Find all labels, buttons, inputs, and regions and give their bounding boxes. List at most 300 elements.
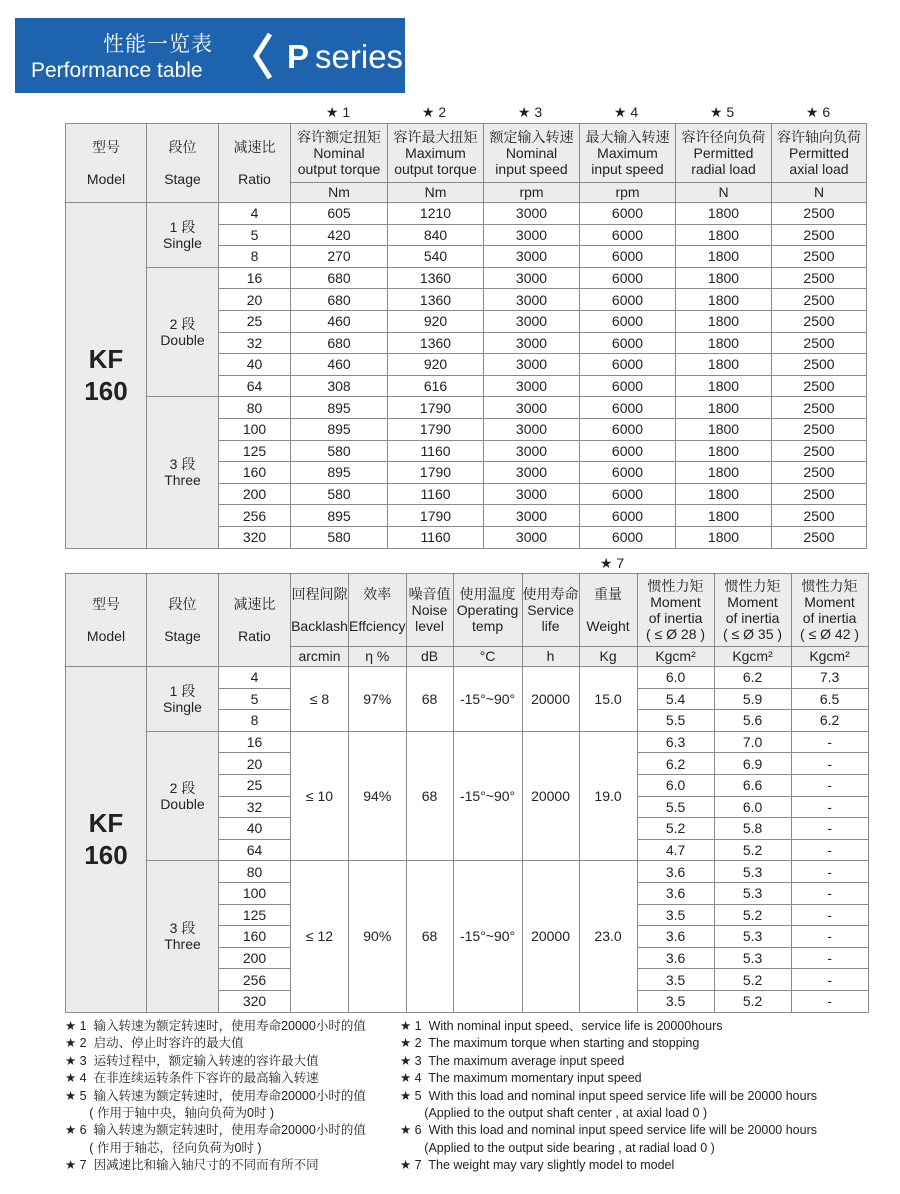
group-weight-cell: 19.0	[579, 731, 637, 861]
cell-text: 2 段	[169, 780, 196, 797]
header-col	[676, 124, 772, 183]
value-cell: 3000	[484, 483, 580, 505]
inertia-cell: 6.2	[637, 753, 714, 775]
unit-cell: η %	[349, 646, 407, 666]
note-line: (Applied to the output shaft center , at axial load 0 )	[400, 1106, 708, 1121]
inertia-cell: 4.7	[637, 839, 714, 861]
ratio-cell: 16	[219, 731, 291, 753]
ratio-cell: 256	[219, 505, 291, 527]
cell-text: ( ≤ Ø 28 )	[646, 625, 706, 642]
value-cell: 6000	[580, 289, 676, 311]
value-cell: 2500	[772, 246, 867, 268]
note-line: ★ 7 因减速比和输入轴尺寸的不同而有所不同	[65, 1158, 319, 1173]
value-cell: 920	[388, 310, 484, 332]
header-col	[484, 124, 580, 183]
value-cell: 1800	[676, 440, 772, 462]
star-marker: ★ 4	[613, 104, 639, 120]
group-temp-cell: -15°~90°	[453, 861, 522, 1012]
value-cell: 540	[388, 246, 484, 268]
cell-text: Moment	[650, 593, 701, 610]
header-col	[580, 124, 676, 183]
value-cell: 6000	[580, 483, 676, 505]
unit-cell: rpm	[580, 182, 676, 202]
value-cell: 6000	[580, 224, 676, 246]
note-line: ★ 3 The maximum average input speed	[400, 1053, 625, 1068]
inertia-cell: 6.0	[714, 796, 791, 818]
cell-text: 回程间隙	[291, 585, 348, 602]
header-weight	[579, 574, 637, 647]
inertia-cell: 6.0	[637, 774, 714, 796]
value-cell: 1800	[676, 267, 772, 289]
cell-text: Maximum	[597, 144, 658, 161]
header-life	[522, 574, 579, 647]
value-cell: 1800	[676, 332, 772, 354]
note-line: (Applied to the output side bearing , at radial load 0 )	[400, 1140, 715, 1155]
cell-text: input speed	[591, 160, 664, 177]
cell-text: Three	[164, 472, 201, 489]
inertia-cell: -	[791, 861, 868, 883]
cell-text: output torque	[297, 160, 381, 177]
star-marker: ★ 3	[517, 104, 543, 120]
value-cell: 1800	[676, 310, 772, 332]
inertia-cell: 5.8	[714, 818, 791, 840]
cell-text: 惯性力矩	[801, 577, 858, 594]
value-cell: 3000	[484, 310, 580, 332]
value-cell: 3000	[484, 440, 580, 462]
ratio-cell: 40	[219, 354, 291, 376]
header-model	[66, 124, 147, 203]
stage-cell	[147, 861, 219, 1012]
value-cell: 2500	[772, 418, 867, 440]
header-stage	[147, 124, 219, 203]
stage-cell	[147, 667, 219, 732]
value-cell: 1800	[676, 505, 772, 527]
unit-cell: arcmin	[291, 646, 349, 666]
cell-text: Backlash	[291, 617, 348, 634]
inertia-cell: -	[791, 882, 868, 904]
ratio-cell: 25	[219, 774, 291, 796]
inertia-cell: 6.5	[791, 688, 868, 710]
value-cell: 680	[291, 289, 388, 311]
stage-cell	[147, 397, 219, 548]
table-row	[66, 861, 869, 883]
value-cell: 680	[291, 332, 388, 354]
value-cell: 3000	[484, 246, 580, 268]
cell-text: of inertia	[648, 609, 703, 626]
cell-text: Operating	[456, 601, 519, 618]
value-cell: 1160	[388, 483, 484, 505]
stage-cell	[147, 203, 219, 268]
value-cell: 2500	[772, 354, 867, 376]
value-cell: 1160	[388, 526, 484, 548]
header-col	[772, 124, 867, 183]
ratio-cell: 32	[219, 796, 291, 818]
header-en: Model	[86, 628, 126, 644]
ratio-cell: 40	[219, 818, 291, 840]
value-cell: 6000	[580, 440, 676, 462]
cell-text: output torque	[394, 160, 477, 177]
inertia-cell: 5.9	[714, 688, 791, 710]
value-cell: 895	[291, 505, 388, 527]
value-cell: 6000	[580, 397, 676, 419]
header-ratio	[219, 574, 291, 667]
value-cell: 1210	[388, 203, 484, 225]
note-line: ★ 7 The weight may vary slightly model to model	[400, 1158, 675, 1173]
value-cell: 6000	[580, 246, 676, 268]
value-cell: 2500	[772, 397, 867, 419]
cell-text: 容许径向负荷	[681, 128, 766, 145]
value-cell: 6000	[580, 310, 676, 332]
cell-text: axial load	[789, 160, 849, 177]
inertia-cell: 5.3	[714, 882, 791, 904]
unit-cell: Nm	[388, 182, 484, 202]
value-cell: 580	[291, 483, 388, 505]
value-cell: 1800	[676, 418, 772, 440]
star-marker: ★ 2	[421, 104, 447, 120]
ratio-cell: 64	[219, 375, 291, 397]
value-cell: 2500	[772, 224, 867, 246]
value-cell: 895	[291, 397, 388, 419]
value-cell: 1800	[676, 203, 772, 225]
inertia-cell: 5.6	[714, 710, 791, 732]
unit-cell: Nm	[291, 182, 388, 202]
inertia-cell: 6.6	[714, 774, 791, 796]
inertia-cell: 3.6	[637, 882, 714, 904]
value-cell: 2500	[772, 289, 867, 311]
value-cell: 616	[388, 375, 484, 397]
value-cell: 1800	[676, 462, 772, 484]
inertia-cell: 5.2	[714, 969, 791, 991]
unit-cell: Kgcm²	[637, 646, 714, 666]
group-weight-cell: 15.0	[579, 667, 637, 732]
note-line: ★ 1 输入转速为额定转速时，使用寿命20000小时的值	[65, 1019, 366, 1033]
note-line: ★ 2 启动、停止时容许的最大值	[65, 1036, 244, 1051]
value-cell: 3000	[484, 462, 580, 484]
group-noise-cell: 68	[406, 731, 453, 861]
cell-text: KF	[88, 808, 124, 839]
value-cell: 580	[291, 526, 388, 548]
value-cell: 1800	[676, 224, 772, 246]
group-life-cell: 20000	[522, 861, 579, 1012]
table-row	[66, 667, 869, 689]
note-line: ★ 3 运转过程中，额定输入转速的容许最大值	[65, 1053, 319, 1068]
group-backlash-cell: ≤ 10	[291, 731, 349, 861]
ratio-cell: 125	[219, 904, 291, 926]
model-cell	[66, 203, 147, 549]
inertia-cell: 5.4	[637, 688, 714, 710]
value-cell: 2500	[772, 462, 867, 484]
cell-text: Three	[164, 936, 201, 953]
value-cell: 6000	[580, 462, 676, 484]
header-cn: 型号	[92, 596, 120, 612]
note-line: ★ 6 With this load and nominal input speed service life will be 20000 hours	[400, 1123, 817, 1138]
chevron-left-icon	[252, 32, 274, 80]
ratio-cell: 80	[219, 861, 291, 883]
stage-cell	[147, 731, 219, 861]
group-eff-cell: 90%	[349, 861, 407, 1012]
header-row	[66, 124, 867, 183]
inertia-cell: 6.2	[714, 667, 791, 689]
performance-table-1	[65, 123, 867, 549]
series-label: P series	[287, 38, 404, 75]
inertia-cell: -	[791, 947, 868, 969]
header-noise	[406, 574, 453, 647]
cell-text: 使用温度	[459, 585, 516, 602]
header-en: Ratio	[238, 171, 271, 187]
group-weight-cell: 23.0	[579, 861, 637, 1012]
header-stage	[147, 574, 219, 667]
value-cell: 1790	[388, 505, 484, 527]
inertia-cell: 5.3	[714, 861, 791, 883]
value-cell: 3000	[484, 332, 580, 354]
note-line: ★ 4 The maximum momentary input speed	[400, 1071, 642, 1086]
header-backlash	[291, 574, 349, 647]
cell-text: 3 段	[169, 920, 196, 937]
cell-text: Moment	[727, 593, 778, 610]
value-cell: 1800	[676, 483, 772, 505]
ratio-cell: 100	[219, 418, 291, 440]
cell-text: Single	[163, 698, 202, 715]
note-line: ★ 2 The maximum torque when starting and stopping	[400, 1036, 700, 1051]
header-cn: 型号	[92, 139, 120, 155]
ratio-cell: 160	[219, 926, 291, 948]
cell-text: ( ≤ Ø 42 )	[800, 625, 860, 642]
inertia-cell: -	[791, 774, 868, 796]
value-cell: 2500	[772, 440, 867, 462]
inertia-cell: -	[791, 818, 868, 840]
value-cell: 895	[291, 418, 388, 440]
ratio-cell: 25	[219, 310, 291, 332]
cell-text: of inertia	[725, 609, 780, 626]
inertia-cell: 6.9	[714, 753, 791, 775]
inertia-cell: 7.3	[791, 667, 868, 689]
cell-text: radial load	[691, 160, 756, 177]
cell-text: Weight	[586, 617, 630, 634]
title-en: Performance table	[31, 59, 203, 82]
inertia-cell: 3.5	[637, 990, 714, 1012]
ratio-cell: 20	[219, 753, 291, 775]
inertia-cell: -	[791, 839, 868, 861]
ratio-cell: 16	[219, 267, 291, 289]
value-cell: 1800	[676, 289, 772, 311]
value-cell: 3000	[484, 289, 580, 311]
cell-text: Nominal	[313, 144, 365, 161]
value-cell: 2500	[772, 526, 867, 548]
star-marker: ★ 6	[805, 104, 831, 120]
inertia-cell: -	[791, 969, 868, 991]
value-cell: 2500	[772, 505, 867, 527]
header-ratio	[219, 124, 291, 203]
value-cell: 580	[291, 440, 388, 462]
value-cell: 460	[291, 310, 388, 332]
value-cell: 1160	[388, 440, 484, 462]
value-cell: 1360	[388, 267, 484, 289]
value-cell: 920	[388, 354, 484, 376]
header-col	[291, 124, 388, 183]
header-model	[66, 574, 147, 667]
inertia-cell: 5.2	[637, 818, 714, 840]
value-cell: 3000	[484, 267, 580, 289]
notes-cn	[65, 1018, 366, 1175]
value-cell: 460	[291, 354, 388, 376]
note-line: ( 作用于轴中央，轴向负荷为0时 )	[65, 1106, 275, 1121]
note-line: ★ 4 在非连续运转条件下容许的最高输入转速	[65, 1071, 319, 1086]
cell-text: 额定输入转速	[489, 128, 574, 145]
value-cell: 2500	[772, 483, 867, 505]
group-temp-cell: -15°~90°	[453, 731, 522, 861]
unit-cell: Kgcm²	[791, 646, 868, 666]
group-temp-cell: -15°~90°	[453, 667, 522, 732]
cell-text: of inertia	[802, 609, 857, 626]
ratio-cell: 200	[219, 483, 291, 505]
value-cell: 3000	[484, 397, 580, 419]
cell-text: 噪音值	[408, 585, 451, 602]
note-line: ★ 6 输入转速为额定转速时，使用寿命20000小时的值	[65, 1123, 366, 1138]
value-cell: 420	[291, 224, 388, 246]
value-cell: 6000	[580, 354, 676, 376]
cell-text: 惯性力矩	[647, 577, 704, 594]
value-cell: 3000	[484, 354, 580, 376]
note-line: ( 作用于轴芯，径向负荷为0时 )	[65, 1140, 262, 1155]
star-marker: ★ 5	[709, 104, 735, 120]
value-cell: 2500	[772, 267, 867, 289]
cell-text: Maximum	[405, 144, 466, 161]
value-cell: 605	[291, 203, 388, 225]
group-noise-cell: 68	[406, 667, 453, 732]
group-life-cell: 20000	[522, 731, 579, 861]
value-cell: 6000	[580, 332, 676, 354]
header-cn: 减速比	[233, 139, 276, 155]
ratio-cell: 64	[219, 839, 291, 861]
value-cell: 2500	[772, 375, 867, 397]
value-cell: 6000	[580, 203, 676, 225]
ratio-cell: 5	[219, 224, 291, 246]
value-cell: 1800	[676, 397, 772, 419]
header-en: Ratio	[238, 628, 271, 644]
inertia-cell: 5.3	[714, 926, 791, 948]
header-efficiency	[349, 574, 407, 647]
cell-text: Single	[163, 234, 202, 251]
inertia-cell: 6.3	[637, 731, 714, 753]
unit-cell: N	[772, 182, 867, 202]
group-life-cell: 20000	[522, 667, 579, 732]
cell-text: Double	[160, 332, 205, 349]
ratio-cell: 5	[219, 688, 291, 710]
cell-text: 容许额定扭矩	[297, 128, 381, 145]
cell-text: 容许最大扭矩	[393, 128, 478, 145]
ratio-cell: 8	[219, 710, 291, 732]
cell-text: Noise	[411, 601, 448, 618]
cell-text: temp	[471, 617, 504, 634]
value-cell: 1790	[388, 418, 484, 440]
cell-text: 160	[84, 376, 128, 407]
cell-text: Moment	[804, 593, 855, 610]
ratio-cell: 20	[219, 289, 291, 311]
cell-text: 160	[84, 840, 128, 871]
cell-text: 1 段	[169, 682, 196, 699]
value-cell: 6000	[580, 375, 676, 397]
ratio-cell: 256	[219, 969, 291, 991]
value-cell: 3000	[484, 224, 580, 246]
value-cell: 1800	[676, 354, 772, 376]
inertia-cell: 5.3	[714, 947, 791, 969]
value-cell: 3000	[484, 418, 580, 440]
inertia-cell: 3.5	[637, 904, 714, 926]
ratio-cell: 80	[219, 397, 291, 419]
cell-text: ( ≤ Ø 35 )	[723, 625, 783, 642]
inertia-cell: 6.2	[791, 710, 868, 732]
inertia-cell: 5.5	[637, 710, 714, 732]
cell-text: life	[541, 617, 560, 634]
cell-text: Effciency	[349, 617, 406, 634]
header-inertia	[791, 574, 868, 647]
value-cell: 1790	[388, 397, 484, 419]
value-cell: 1360	[388, 332, 484, 354]
cell-text: 3 段	[169, 456, 196, 473]
cell-text: Service	[527, 601, 574, 618]
header-inertia	[637, 574, 714, 647]
value-cell: 1360	[388, 289, 484, 311]
group-backlash-cell: ≤ 12	[291, 861, 349, 1012]
inertia-cell: 3.5	[637, 969, 714, 991]
unit-cell: h	[522, 646, 579, 666]
table-row	[66, 267, 867, 289]
value-cell: 3000	[484, 375, 580, 397]
cell-text: 效率	[363, 585, 392, 602]
note-line: ★ 5 输入转速为额定转速时，使用寿命20000小时的值	[65, 1088, 366, 1103]
ratio-cell: 320	[219, 526, 291, 548]
value-cell: 3000	[484, 203, 580, 225]
inertia-cell: -	[791, 731, 868, 753]
inertia-cell: 5.2	[714, 990, 791, 1012]
inertia-cell: 5.5	[637, 796, 714, 818]
value-cell: 1790	[388, 462, 484, 484]
cell-text: Double	[160, 796, 205, 813]
unit-cell: Kgcm²	[714, 646, 791, 666]
value-cell: 2500	[772, 332, 867, 354]
star-marker: ★ 1	[325, 104, 351, 120]
ratio-cell: 4	[219, 667, 291, 689]
ratio-cell: 4	[219, 203, 291, 225]
cell-text: 重量	[594, 585, 623, 602]
inertia-cell: 3.6	[637, 926, 714, 948]
header-en: Stage	[164, 628, 201, 644]
inertia-cell: -	[791, 753, 868, 775]
unit-cell: dB	[406, 646, 453, 666]
ratio-cell: 8	[219, 246, 291, 268]
group-eff-cell: 97%	[349, 667, 407, 732]
value-cell: 3000	[484, 526, 580, 548]
cell-text: 2 段	[169, 316, 196, 333]
table-row	[66, 731, 869, 753]
title-cn: 性能一览表	[103, 33, 213, 56]
cell-text: input speed	[495, 160, 568, 177]
table-row	[66, 203, 867, 225]
group-eff-cell: 94%	[349, 731, 407, 861]
unit-cell: rpm	[484, 182, 580, 202]
value-cell: 6000	[580, 505, 676, 527]
value-cell: 6000	[580, 267, 676, 289]
cell-text: level	[415, 617, 444, 634]
group-backlash-cell: ≤ 8	[291, 667, 349, 732]
value-cell: 6000	[580, 526, 676, 548]
header-inertia	[714, 574, 791, 647]
cell-text: Nominal	[505, 144, 558, 161]
header-cn: 段位	[168, 139, 197, 155]
ratio-cell: 200	[219, 947, 291, 969]
title-banner	[15, 18, 405, 93]
inertia-cell: -	[791, 796, 868, 818]
